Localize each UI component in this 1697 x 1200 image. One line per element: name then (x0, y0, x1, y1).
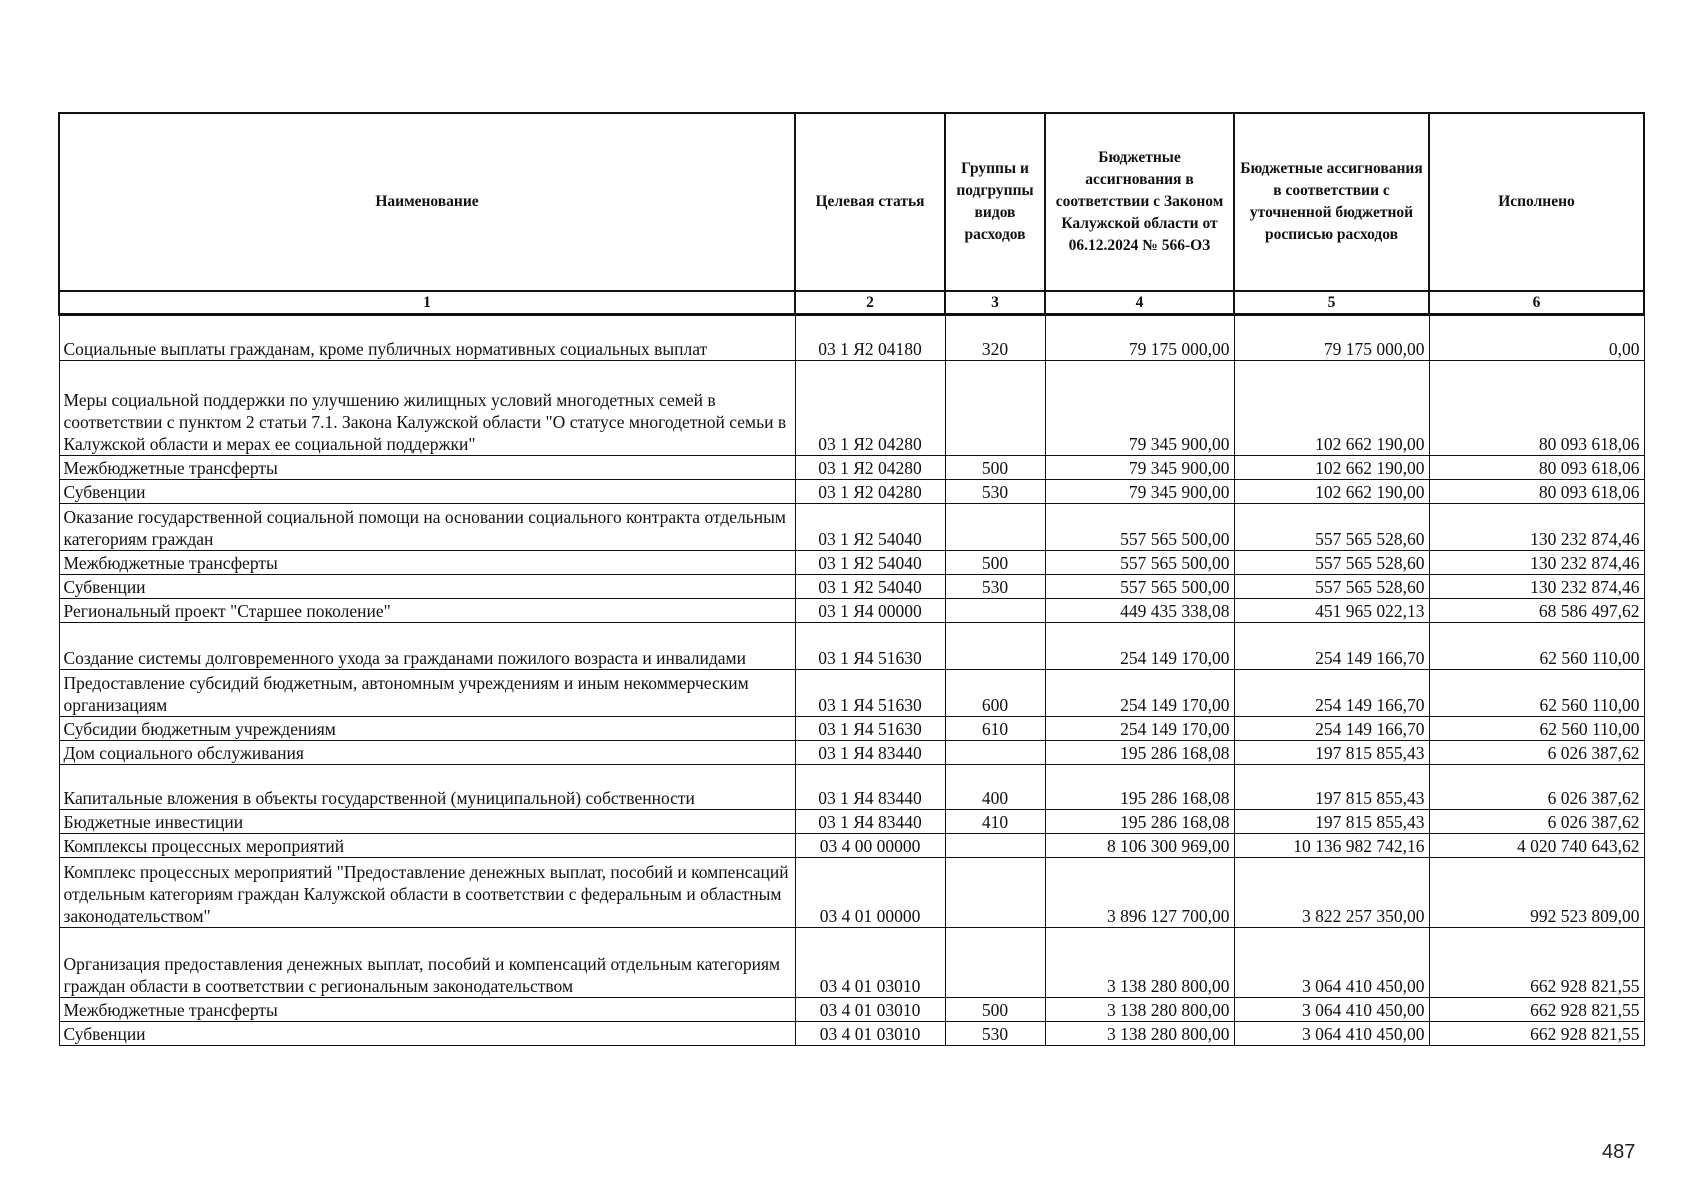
table-body (59, 315, 1644, 1046)
table-row (59, 504, 1644, 551)
row-target-article: 03 1 Я2 54040 (795, 575, 945, 599)
row-expense-group: 410 (945, 810, 1045, 834)
row-law-allocation: 8 106 300 969,00 (1045, 834, 1234, 858)
row-expense-group (945, 599, 1045, 623)
row-target-article: 03 4 01 03010 (795, 1022, 945, 1046)
row-target-article: 03 1 Я4 83440 (795, 741, 945, 765)
table-row (59, 834, 1644, 858)
row-name: Субвенции (59, 575, 795, 599)
row-expense-group: 400 (945, 765, 1045, 810)
row-law-allocation: 195 286 168,08 (1045, 765, 1234, 810)
row-executed: 80 093 618,06 (1429, 456, 1644, 480)
row-executed: 6 026 387,62 (1429, 741, 1644, 765)
row-name: Капитальные вложения в объекты государственной (муниципальной) собственности (59, 765, 795, 810)
row-expense-group: 530 (945, 1022, 1045, 1046)
row-executed: 6 026 387,62 (1429, 765, 1644, 810)
row-law-allocation: 3 896 127 700,00 (1045, 858, 1234, 928)
row-executed: 80 093 618,06 (1429, 480, 1644, 504)
row-name: Межбюджетные трансферты (59, 998, 795, 1022)
row-law-allocation: 3 138 280 800,00 (1045, 928, 1234, 998)
row-law-allocation: 195 286 168,08 (1045, 741, 1234, 765)
row-refined-allocation: 3 822 257 350,00 (1234, 858, 1429, 928)
row-refined-allocation: 557 565 528,60 (1234, 575, 1429, 599)
row-name: Меры социальной поддержки по улучшению жилищных условий многодетных семей в соответствии с пунктом 2 статьи 7.1. Закона Калужской области "О статусе многодетной семьи в Калужской области и мерах ее социальной поддержки" (59, 361, 795, 456)
row-law-allocation: 557 565 500,00 (1045, 504, 1234, 551)
table-row (59, 670, 1644, 717)
row-target-article: 03 1 Я4 51630 (795, 623, 945, 670)
row-executed: 130 232 874,46 (1429, 551, 1644, 575)
row-refined-allocation: 102 662 190,00 (1234, 456, 1429, 480)
row-executed: 62 560 110,00 (1429, 717, 1644, 741)
table-row (59, 998, 1644, 1022)
header-target-article: Целевая статья (795, 113, 945, 291)
table-row (59, 599, 1644, 623)
table-row (59, 765, 1644, 810)
row-target-article: 03 1 Я4 00000 (795, 599, 945, 623)
row-name: Субвенции (59, 1022, 795, 1046)
row-executed: 80 093 618,06 (1429, 361, 1644, 456)
header-name: Наименование (59, 113, 795, 291)
row-law-allocation: 79 345 900,00 (1045, 456, 1234, 480)
row-name: Предоставление субсидий бюджетным, автономным учреждениям и иным некоммерческим организациям (59, 670, 795, 717)
row-executed: 992 523 809,00 (1429, 858, 1644, 928)
row-refined-allocation: 197 815 855,43 (1234, 810, 1429, 834)
row-law-allocation: 254 149 170,00 (1045, 670, 1234, 717)
row-expense-group (945, 928, 1045, 998)
column-number: 2 (795, 291, 945, 315)
row-name: Межбюджетные трансферты (59, 551, 795, 575)
row-target-article: 03 1 Я4 83440 (795, 810, 945, 834)
row-law-allocation: 557 565 500,00 (1045, 575, 1234, 599)
row-expense-group: 600 (945, 670, 1045, 717)
row-executed: 6 026 387,62 (1429, 810, 1644, 834)
row-refined-allocation: 102 662 190,00 (1234, 480, 1429, 504)
row-name: Субсидии бюджетным учреждениям (59, 717, 795, 741)
row-refined-allocation: 3 064 410 450,00 (1234, 998, 1429, 1022)
row-expense-group: 500 (945, 998, 1045, 1022)
row-target-article: 03 1 Я2 04280 (795, 456, 945, 480)
row-name: Организация предоставления денежных выплат, пособий и компенсаций отдельным категориям граждан области в соответствии с региональным законодательством (59, 928, 795, 998)
row-expense-group (945, 623, 1045, 670)
table-row (59, 810, 1644, 834)
row-executed: 130 232 874,46 (1429, 575, 1644, 599)
column-number: 4 (1045, 291, 1234, 315)
row-law-allocation: 195 286 168,08 (1045, 810, 1234, 834)
row-law-allocation: 79 345 900,00 (1045, 480, 1234, 504)
row-law-allocation: 254 149 170,00 (1045, 623, 1234, 670)
column-number: 3 (945, 291, 1045, 315)
page-number: 487 (1602, 1141, 1636, 1163)
header-executed: Исполнено (1429, 113, 1644, 291)
row-law-allocation: 449 435 338,08 (1045, 599, 1234, 623)
row-executed: 662 928 821,55 (1429, 1022, 1644, 1046)
row-expense-group (945, 834, 1045, 858)
row-executed: 4 020 740 643,62 (1429, 834, 1644, 858)
row-name: Бюджетные инвестиции (59, 810, 795, 834)
budget-table (58, 112, 1645, 1046)
row-refined-allocation: 197 815 855,43 (1234, 741, 1429, 765)
row-name: Создание системы долговременного ухода за гражданами пожилого возраста и инвалидами (59, 623, 795, 670)
row-target-article: 03 1 Я2 54040 (795, 504, 945, 551)
row-target-article: 03 1 Я4 51630 (795, 717, 945, 741)
row-expense-group (945, 858, 1045, 928)
row-executed: 662 928 821,55 (1429, 998, 1644, 1022)
row-expense-group: 500 (945, 551, 1045, 575)
row-refined-allocation: 3 064 410 450,00 (1234, 1022, 1429, 1046)
row-target-article: 03 1 Я2 54040 (795, 551, 945, 575)
row-law-allocation: 254 149 170,00 (1045, 717, 1234, 741)
row-refined-allocation: 197 815 855,43 (1234, 765, 1429, 810)
table-row (59, 623, 1644, 670)
table-row (59, 315, 1644, 361)
row-law-allocation: 79 175 000,00 (1045, 315, 1234, 361)
row-expense-group: 610 (945, 717, 1045, 741)
row-refined-allocation: 557 565 528,60 (1234, 504, 1429, 551)
row-name: Комплекс процессных мероприятий "Предоставление денежных выплат, пособий и компенсаций отдельным категориям граждан Калужской области в соответствии с федеральным и областным законодательством" (59, 858, 795, 928)
row-name: Региональный проект "Старшее поколение" (59, 599, 795, 623)
row-refined-allocation: 557 565 528,60 (1234, 551, 1429, 575)
row-name: Дом социального обслуживания (59, 741, 795, 765)
row-expense-group: 320 (945, 315, 1045, 361)
table-row (59, 575, 1644, 599)
table-row (59, 717, 1644, 741)
row-target-article: 03 4 01 03010 (795, 998, 945, 1022)
row-refined-allocation: 254 149 166,70 (1234, 717, 1429, 741)
row-name: Оказание государственной социальной помощи на основании социального контракта отдельным категориям граждан (59, 504, 795, 551)
column-number: 5 (1234, 291, 1429, 315)
table-row (59, 361, 1644, 456)
column-number-row (59, 291, 1644, 315)
row-expense-group (945, 361, 1045, 456)
row-law-allocation: 3 138 280 800,00 (1045, 1022, 1234, 1046)
header-row (59, 113, 1644, 291)
row-expense-group: 530 (945, 480, 1045, 504)
row-name: Социальные выплаты гражданам, кроме публичных нормативных социальных выплат (59, 315, 795, 361)
row-executed: 0,00 (1429, 315, 1644, 361)
header-refined-allocations: Бюджетные ассигнования в соответствии с уточненной бюджетной росписью расходов (1234, 113, 1429, 291)
row-executed: 662 928 821,55 (1429, 928, 1644, 998)
row-law-allocation: 3 138 280 800,00 (1045, 998, 1234, 1022)
row-executed: 68 586 497,62 (1429, 599, 1644, 623)
table-row (59, 480, 1644, 504)
row-target-article: 03 1 Я2 04280 (795, 361, 945, 456)
row-expense-group (945, 504, 1045, 551)
row-refined-allocation: 3 064 410 450,00 (1234, 928, 1429, 998)
row-target-article: 03 1 Я4 83440 (795, 765, 945, 810)
column-number: 6 (1429, 291, 1644, 315)
row-refined-allocation: 10 136 982 742,16 (1234, 834, 1429, 858)
row-refined-allocation: 102 662 190,00 (1234, 361, 1429, 456)
row-target-article: 03 1 Я2 04180 (795, 315, 945, 361)
row-expense-group: 500 (945, 456, 1045, 480)
row-name: Комплексы процессных мероприятий (59, 834, 795, 858)
row-name: Межбюджетные трансферты (59, 456, 795, 480)
row-target-article: 03 4 00 00000 (795, 834, 945, 858)
row-executed: 62 560 110,00 (1429, 623, 1644, 670)
row-refined-allocation: 451 965 022,13 (1234, 599, 1429, 623)
table-row (59, 456, 1644, 480)
row-expense-group: 530 (945, 575, 1045, 599)
row-refined-allocation: 254 149 166,70 (1234, 623, 1429, 670)
row-target-article: 03 1 Я4 51630 (795, 670, 945, 717)
row-refined-allocation: 254 149 166,70 (1234, 670, 1429, 717)
table-row (59, 551, 1644, 575)
table-row (59, 928, 1644, 998)
row-executed: 130 232 874,46 (1429, 504, 1644, 551)
header-expense-groups: Группы и подгруппы видов расходов (945, 113, 1045, 291)
column-number: 1 (59, 291, 795, 315)
row-refined-allocation: 79 175 000,00 (1234, 315, 1429, 361)
row-executed: 62 560 110,00 (1429, 670, 1644, 717)
row-target-article: 03 1 Я2 04280 (795, 480, 945, 504)
row-expense-group (945, 741, 1045, 765)
row-target-article: 03 4 01 00000 (795, 858, 945, 928)
row-law-allocation: 557 565 500,00 (1045, 551, 1234, 575)
row-target-article: 03 4 01 03010 (795, 928, 945, 998)
header-law-allocations: Бюджетные ассигнования в соответствии с Законом Калужской области от 06.12.2024 № 566-ОЗ (1045, 113, 1234, 291)
table-row (59, 741, 1644, 765)
row-law-allocation: 79 345 900,00 (1045, 361, 1234, 456)
row-name: Субвенции (59, 480, 795, 504)
table-row (59, 858, 1644, 928)
table-row (59, 1022, 1644, 1046)
